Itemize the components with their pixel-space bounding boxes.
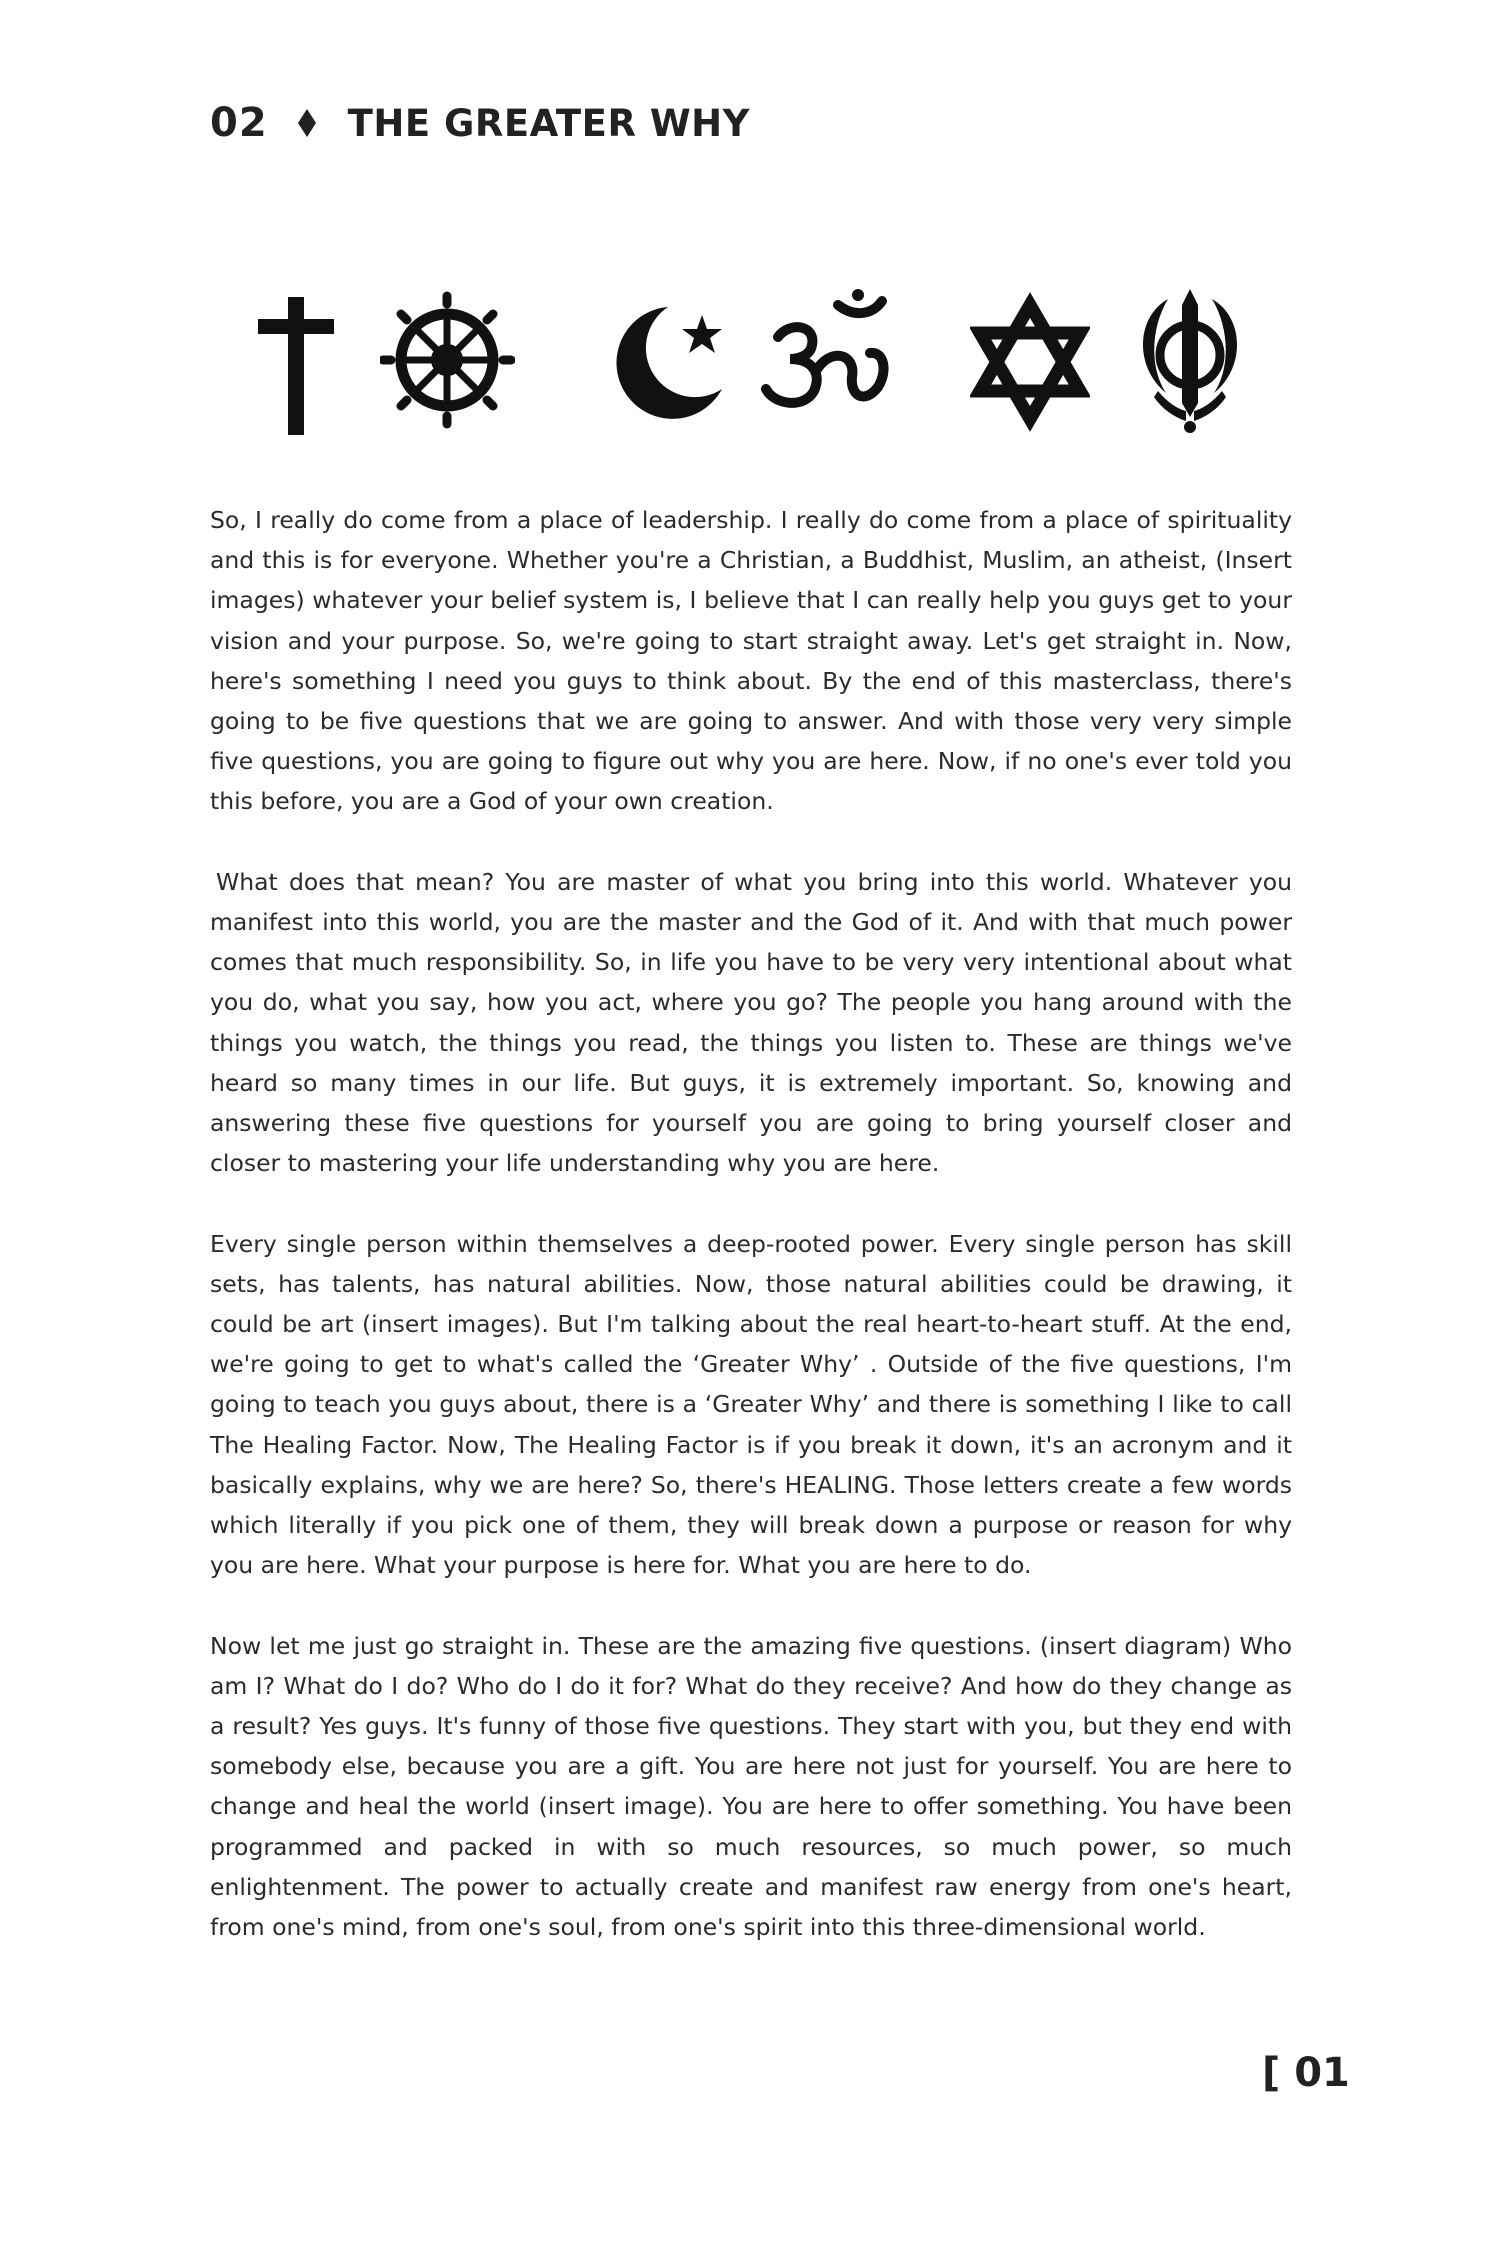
dharma-wheel-icon <box>380 285 515 435</box>
chapter-number: 02 <box>210 100 268 146</box>
diamond-icon <box>298 109 316 137</box>
crescent-star-icon <box>610 285 730 435</box>
paragraph-1: So, I really do come from a place of leadership. I really do come from a place of spirituality and this is for everyone. Whether you're a Christian, a Buddhist, Muslim, an atheist, (Insert images) whatever your belief system is, I believe that I can really help you guys get to your vision and your purpose. So, we're going to start straight away. Let's get straight in. Now, here's something I need you guys to think about. By the end of this masterclass, there's going to be five questions that we are going to answer. And with those very very simple five questions, you are going to figure out why you are here. Now, if no one's ever told you this before, you are a God of your own creation. <box>210 506 1292 816</box>
khanda-icon <box>1128 285 1252 435</box>
paragraph-4: Now let me just go straight in. These are the amazing five questions. (insert diagram) Who am I? What do I do? Who do I do it for? What do they receive? And how do they change as a result? Yes guys. It's funny of those five questions. They start with you, but they end with somebody else, because you are a gift. You are here not just for yourself. You are here to change and heal the world (insert image). You are here to offer something. You have been programmed and packed in with so much resources, so much power, so much enlightenment. The power to actually create and manifest raw energy from one's heart, from one's mind, from one's soul, from one's spirit into this three-dimensional world. <box>210 1631 1292 1942</box>
paragraph-2: What does that mean? You are master of what you bring into this world. Whatever you manifest into this world, you are the master and the God of it. And with that much power comes that much responsibility. So, in life you have to be very very intentional about what you do, what you say, how you act, where you go? The people you hang around with the things you watch, the things you read, the things you listen to. These are things we've heard so many times in our life. But guys, it is extremely important. So, knowing and answering these five questions for yourself you are going to bring yourself closer and closer to mastering your life understanding why you are here. <box>210 867 1292 1178</box>
chapter-title: THE GREATER WHY <box>347 101 750 145</box>
cross-icon <box>252 285 340 435</box>
chapter-header <box>210 100 750 146</box>
paragraph-3: Every single person within themselves a deep-rooted power. Every single person has skill sets, has talents, has natural abilities. Now, those natural abilities could be drawing, it could be art (insert images). But I'm talking about the real heart-to-heart stuff. At the end, we're going to get to what's called the ‘Greater Why’ . Outside of the five questions, I'm going to teach you guys about, there is a ‘Greater Why’ and there is something I like to call The Healing Factor. Now, The Healing Factor is if you break it down, it's an acronym and it basically explains, why we are here? So, there's HEALING. Those letters create a few words which literally if you pick one of them, they will break down a purpose or reason for why you are here. What your purpose is here for. What you are here to do. <box>210 1229 1292 1580</box>
religious-symbols-row <box>250 285 1250 435</box>
om-icon <box>760 285 890 435</box>
body-text <box>210 500 1292 1987</box>
star-of-david-icon <box>970 285 1090 435</box>
page-number: [ 01 <box>1262 2050 1350 2096</box>
